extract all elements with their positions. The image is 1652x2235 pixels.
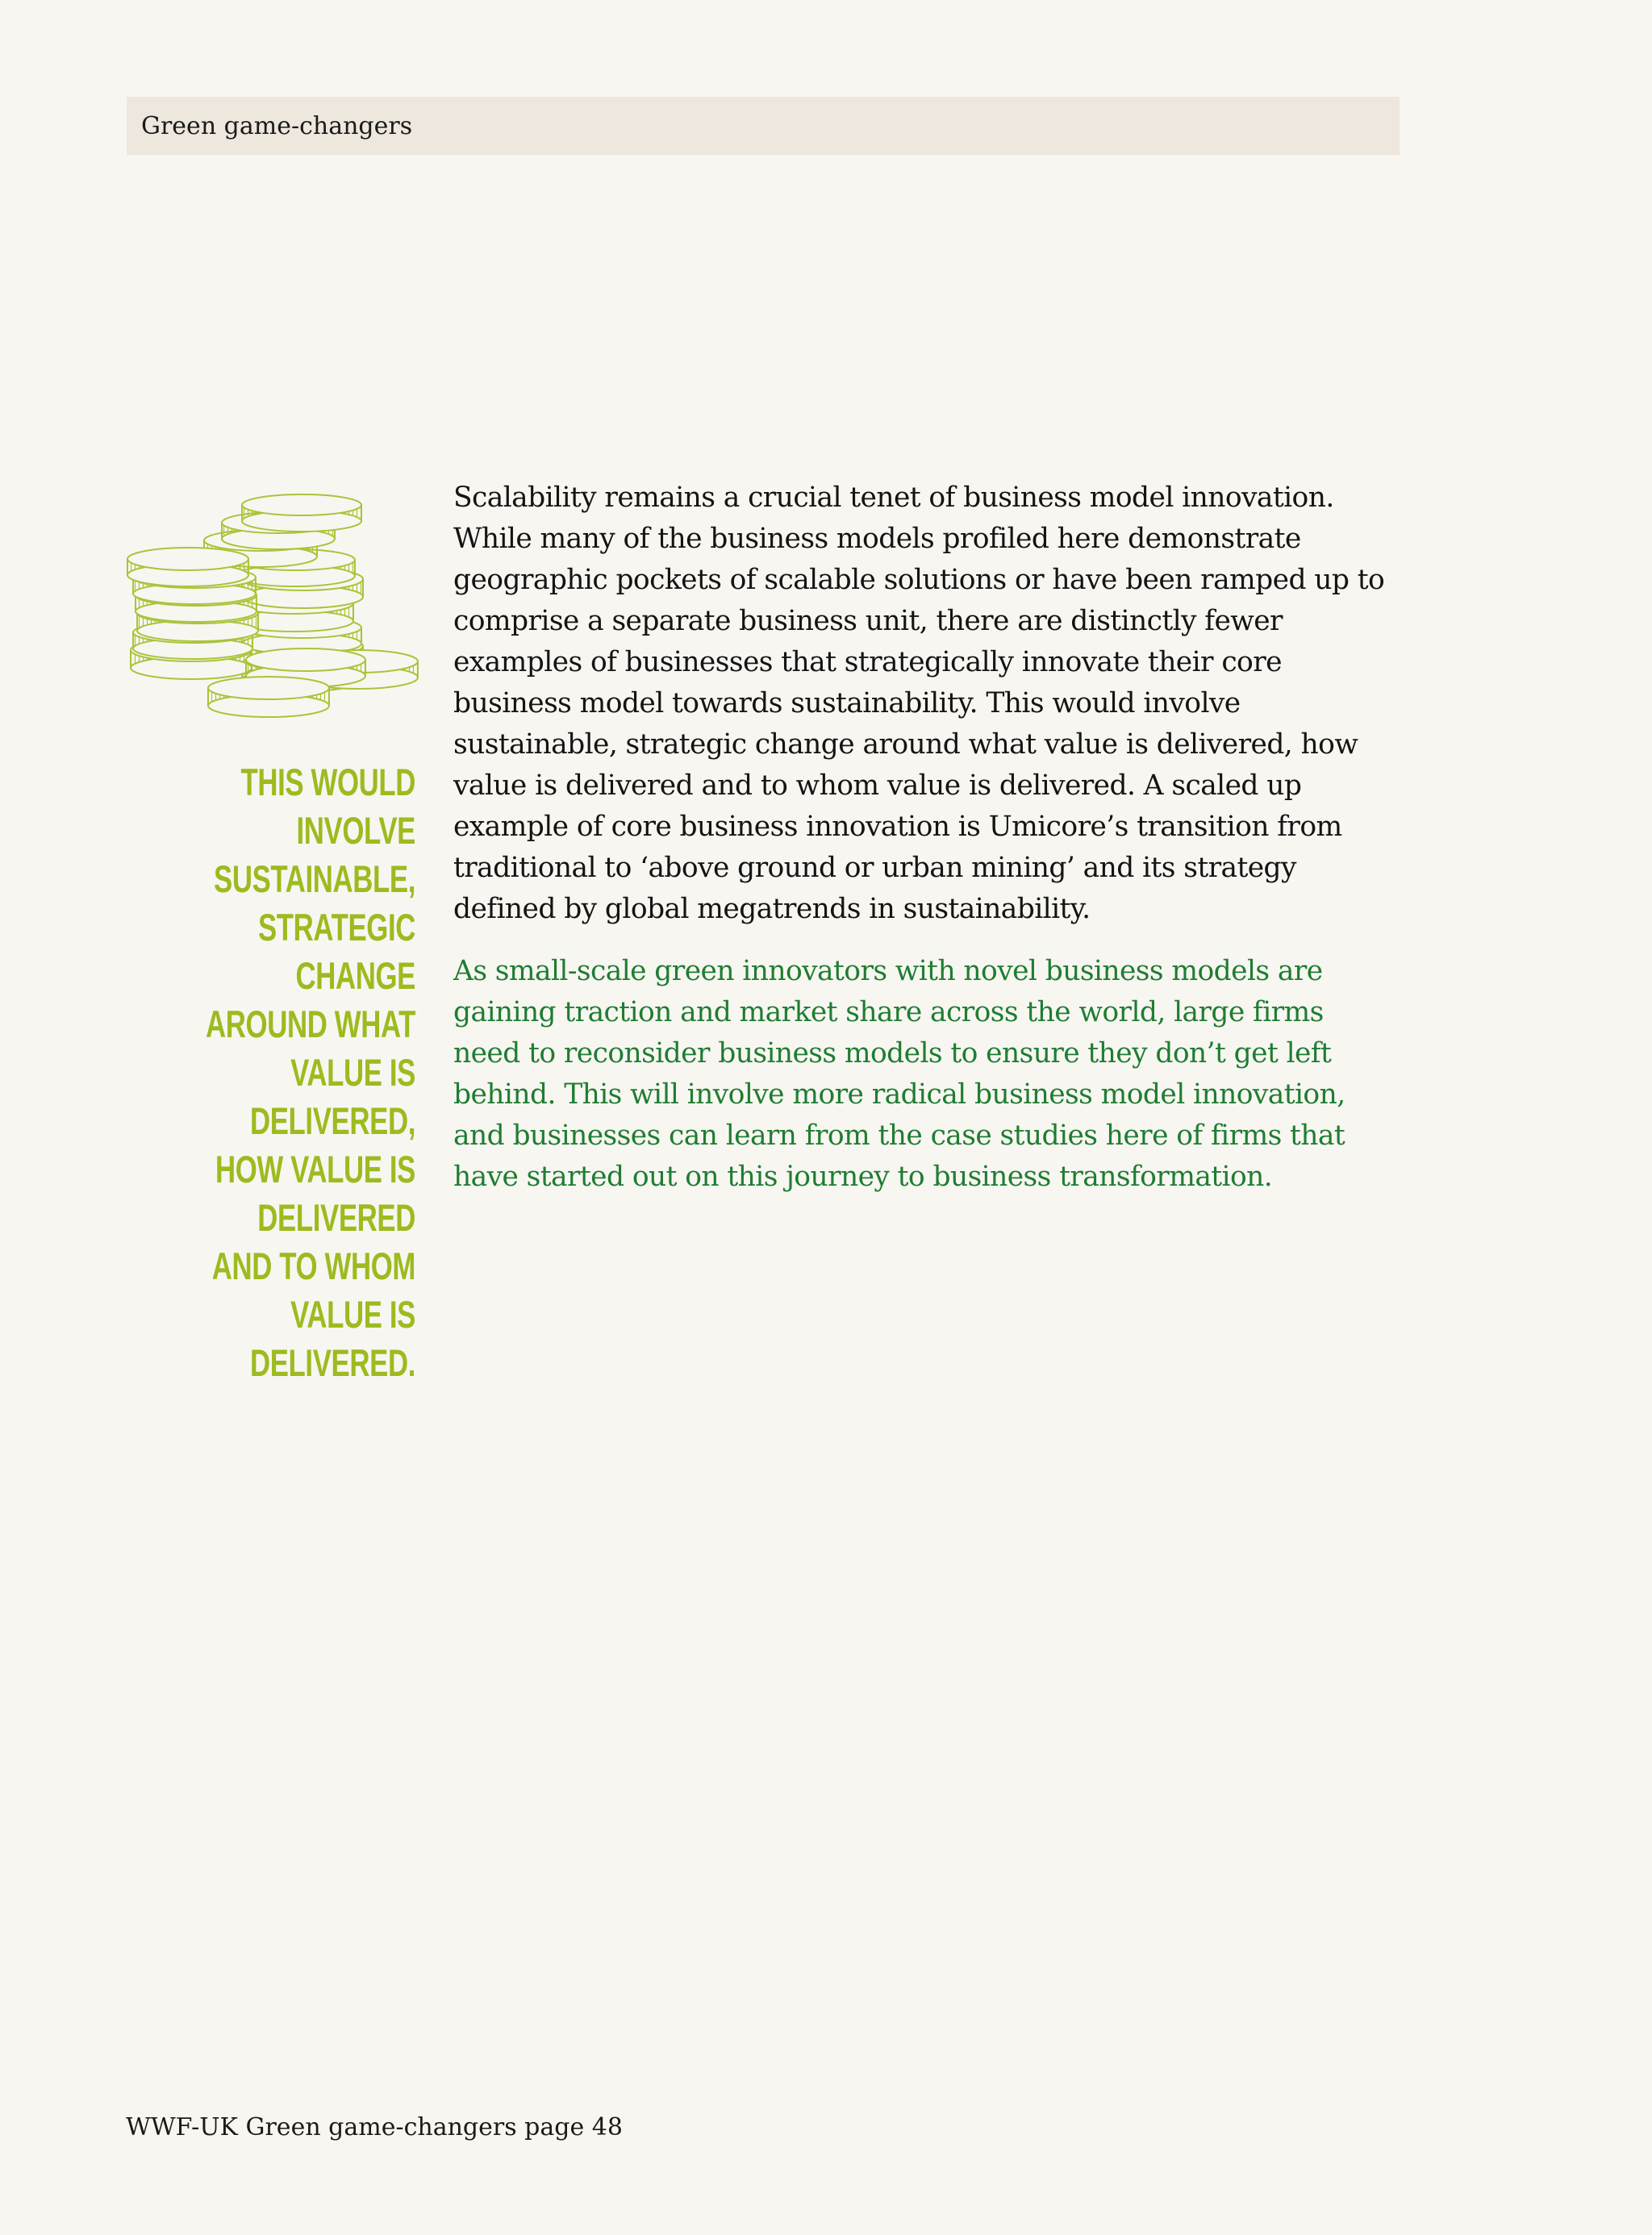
- page-footer: WWF-UK Green game-changers page 48: [126, 2113, 623, 2141]
- article-body: [453, 477, 1389, 1219]
- running-header: [127, 97, 1400, 155]
- running-header-title: Green game-changers: [141, 111, 413, 140]
- pull-quote: THIS WOULD INVOLVE SUSTAINABLE, STRATEGIC CHANGE AROUND WHAT VALUE IS DELIVERED, HOW VALUE IS DELIVERED AND TO WHOM VALUE IS DELIVERED.: [206, 761, 415, 1384]
- stacked-coins-icon: [121, 482, 419, 726]
- highlight-paragraph: As small-scale green innovators with novel business models are gaining traction and market share across the world, large firms need to reconsider business models to ensure they don’t get left behind. This will involve more radical business model innovation, and businesses can learn from the case studies here of firms that have started out on this journey to business transformation.: [453, 955, 1345, 1193]
- body-paragraph: Scalability remains a crucial tenet of business model innovation. While many of the business models profiled here demonstrate geographic pockets of scalable solutions or have been ramped up to comprise a separate business unit, there are distinctly fewer examples of businesses that strategically innovate their core business model towards sustainability. This would involve sustainable, strategic change around what value is delivered, how value is delivered and to whom value is delivered. A scaled up example of core business innovation is Umicore’s transition from traditional to ‘above ground or urban mining’ and its strategy defined by global megatrends in sustainability.: [453, 482, 1385, 925]
